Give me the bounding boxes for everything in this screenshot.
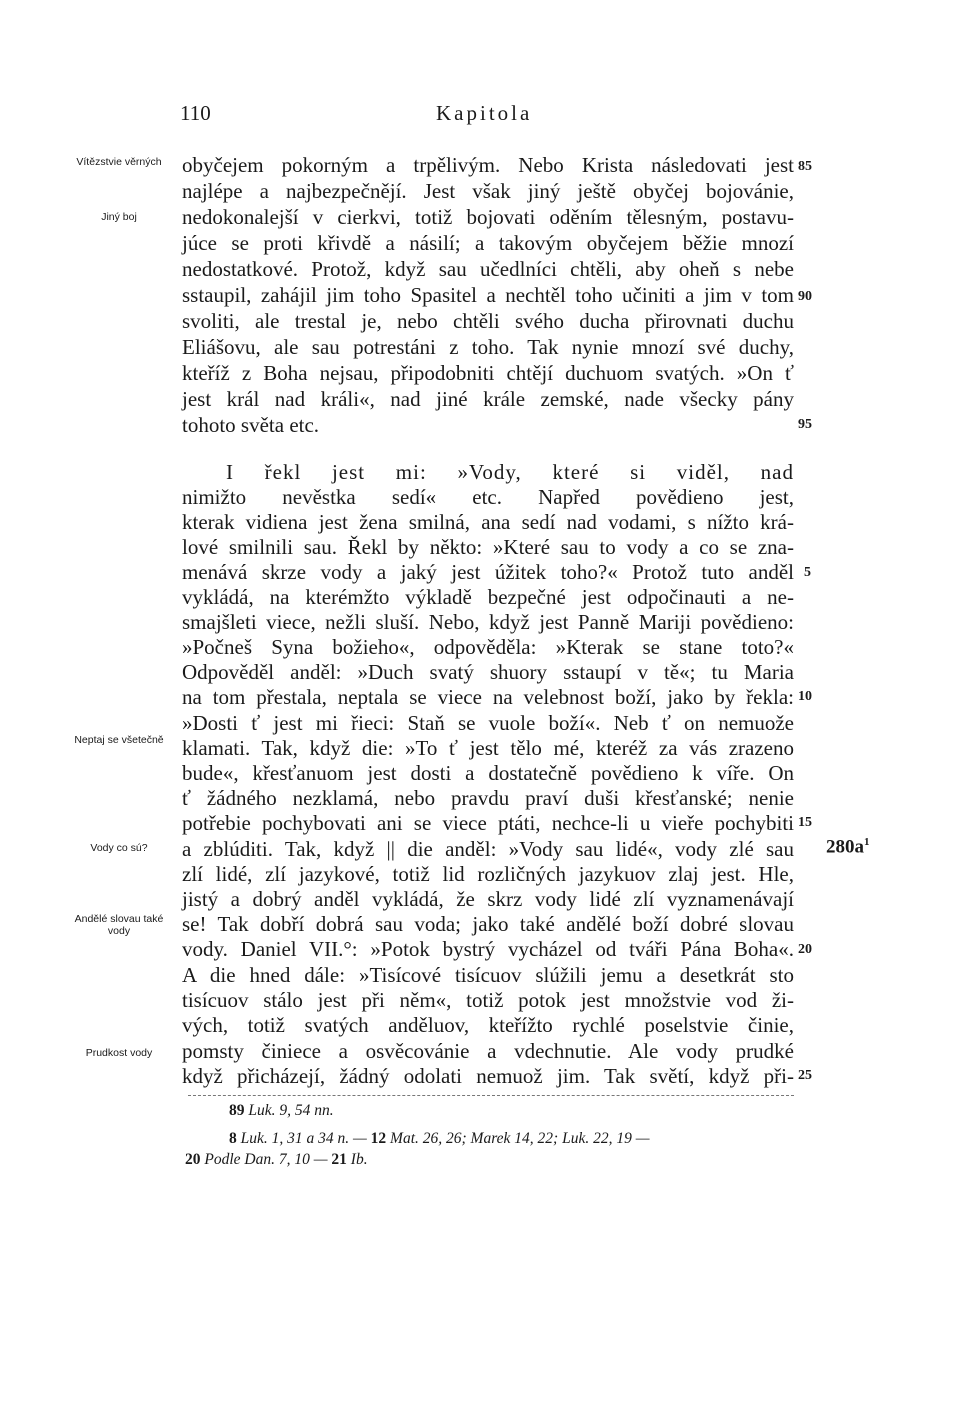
line-number: 95	[798, 417, 812, 432]
footnote-line-2	[229, 1130, 650, 1148]
text-line: »Dosti ť jest mi řieci: Staň se vuole boží«. Neb ť on nemuože	[182, 711, 794, 735]
text-line: svoliti, ale trestal je, nebo chtěli svého ducha přirovnati duchu	[182, 309, 794, 333]
margin-note-vitezstvi: Vítězstvie věrných	[76, 156, 162, 168]
text-line: vykládá, na kterémžto výkladě bezpečné jest odpočinauti a ne-	[182, 585, 794, 609]
margin-note-jiny-boj: Jiný boj	[101, 211, 137, 223]
footnote-line-3	[185, 1151, 368, 1169]
text-line: vody. Daniel VII.°: »Potok bystrý vycházel od tváři Pána Boha«.	[182, 937, 794, 961]
margin-note-vody: Vody co sú?	[90, 842, 148, 854]
text-line: se! Tak dobří dobrá sau voda; jako také andělé boží dobré slovau	[182, 912, 794, 936]
text-line: júce se proti křivdě a násilí; a takovým obyčejem běžie mnozí	[182, 231, 794, 255]
line-number: 15	[798, 815, 812, 830]
footnote-number: 89	[229, 1102, 245, 1119]
text-line: »Počneš Syna božieho«, odpověděla: »Kterak se stane toto?«	[182, 635, 794, 659]
text-line: bude«, křesťanuom jest dosti a dostatečně povědieno k víře. On	[182, 761, 794, 785]
margin-note-neptaj: Neptaj se všetečně	[74, 734, 164, 746]
running-head: Kapitola	[436, 101, 533, 125]
folio-sup: 1	[864, 836, 870, 848]
text-line: obyčejem pokorným a trpělivým. Nebo Krista následovati jest	[182, 153, 794, 177]
footnote-ref: Mat. 26, 26; Marek 14, 22; Luk. 22, 19	[390, 1130, 632, 1147]
text-line: vých, totiž svatých anděluov, kteřížto rychlé poselstvie činie,	[182, 1013, 794, 1037]
text-line: pomsty činiece a osvěcovánie a vdechnutie. Ale vody prudké	[182, 1039, 794, 1063]
footnote-number: 21	[331, 1151, 347, 1168]
text-line: ť žádného nezklamá, nebo pravdu praví duši křesťanské; nenie	[182, 786, 794, 810]
margin-note-prudkost: Prudkost vody	[85, 1047, 153, 1059]
text-line: potřebie pochybovati ani se viece ptáti, nechce-li u vieře pochybiti	[182, 811, 794, 835]
page-number: 110	[180, 101, 211, 125]
footnote-ref: Podle Dan. 7, 10	[204, 1151, 310, 1168]
text-line: I řekl jest mi: »Vody, které si viděl, nad	[226, 460, 794, 484]
footnote-ref: Luk. 1, 31 a 34 n.	[240, 1130, 350, 1147]
margin-note-andele: Andělé slovau také vody	[74, 913, 164, 937]
footnote-number: 12	[370, 1130, 387, 1147]
footnote-separator: —	[313, 1151, 332, 1168]
text-line: najlépe a najbezpečnějí. Jest však jiný ještě obyčej bojovánie,	[182, 179, 794, 203]
footnote-number: 8	[229, 1130, 237, 1147]
folio-base: 280a	[826, 836, 864, 858]
text-line: nimižto nevěstka sedí« etc. Napřed povědieno jest,	[182, 485, 794, 509]
footnote-separator: —	[353, 1130, 371, 1147]
text-line: nedokonalejší v cierkvi, totiž bojovati oděním tělesným, postavu-	[182, 205, 794, 229]
text-line: Eliášovu, ale sau potrestáni z toho. Tak nynie mnozí své duchy,	[182, 335, 794, 359]
text-line: sstaupil, zahájil jim toho Spasitel a nechtěl toho učiniti a jim v tom	[182, 283, 794, 307]
text-line: tisícuov stálo jest při něm«, totiž potok jest množstvie vod ži-	[182, 988, 794, 1012]
footnote-rule	[188, 1095, 794, 1096]
footnote-ref: Luk. 9, 54 nn.	[248, 1102, 334, 1119]
footnote-number: 20	[185, 1151, 201, 1168]
text-line: klamati. Tak, když die: »To ť jest tělo mé, kteréž za vás zrazeno	[182, 736, 794, 760]
text-line: nedostatkové. Protož, když sau učedlníci chtěli, aby oheň s nebe	[182, 257, 794, 281]
text-line: Odpověděl anděl: »Duch svatý shuory sstaupí v tě«; tu Maria	[182, 660, 794, 684]
text-line: zlí lidé, zlí jazykové, totiž lid rozličných jazykuov zlaj jest. Hle,	[182, 862, 794, 886]
line-number: 20	[798, 942, 812, 957]
text-line: jistý a dobrý anděl vykládá, že skrz vody lidé zlí vyznamenávají	[182, 887, 794, 911]
line-number: 10	[798, 689, 812, 704]
footnote-ref: Ib.	[350, 1151, 368, 1168]
text-line: smajšleti viece, nežli sluší. Nebo, když jest Panně Mariji povědieno:	[182, 610, 794, 634]
folio-marker	[826, 836, 870, 858]
line-number: 90	[798, 289, 812, 304]
text-line: kterak vidiena jest žena smilná, ana sedí nad vodami, s nížto krá-	[182, 510, 794, 534]
text-line: na tom přestala, neptala se viece na velebnost boží, jako by řekla:	[182, 685, 794, 709]
line-number: 25	[798, 1068, 812, 1083]
line-number: 85	[798, 159, 812, 174]
text-line: kteříž z Boha nejsau, připodobniti chtějí duchuom svatých. »On ť	[182, 361, 794, 385]
text-line: lové smilnili sau. Řekl by někto: »Které sau to vody a co se zna-	[182, 535, 794, 559]
text-line: a zblúditi. Tak, když || die anděl: »Vody sau lidé«, vody zlé sau	[182, 837, 794, 861]
text-line: A die hned dále: »Tisícové tisícuov slúžili jemu a desetkrát sto	[182, 963, 794, 987]
text-line: tohoto světa etc.	[182, 413, 320, 437]
footnote-line-1	[229, 1102, 334, 1120]
footnote-separator: —	[635, 1130, 650, 1147]
text-line: když přicházejí, žádný odolati nemuož jim. Tak světí, když při-	[182, 1064, 794, 1088]
line-number: 5	[804, 565, 811, 580]
text-line: jest král nad králi«, nad jiné krále zemské, nade všecky pány	[182, 387, 794, 411]
text-line: menává skrze vody a jaký jest úžitek toho?« Protož tuto anděl	[182, 560, 794, 584]
